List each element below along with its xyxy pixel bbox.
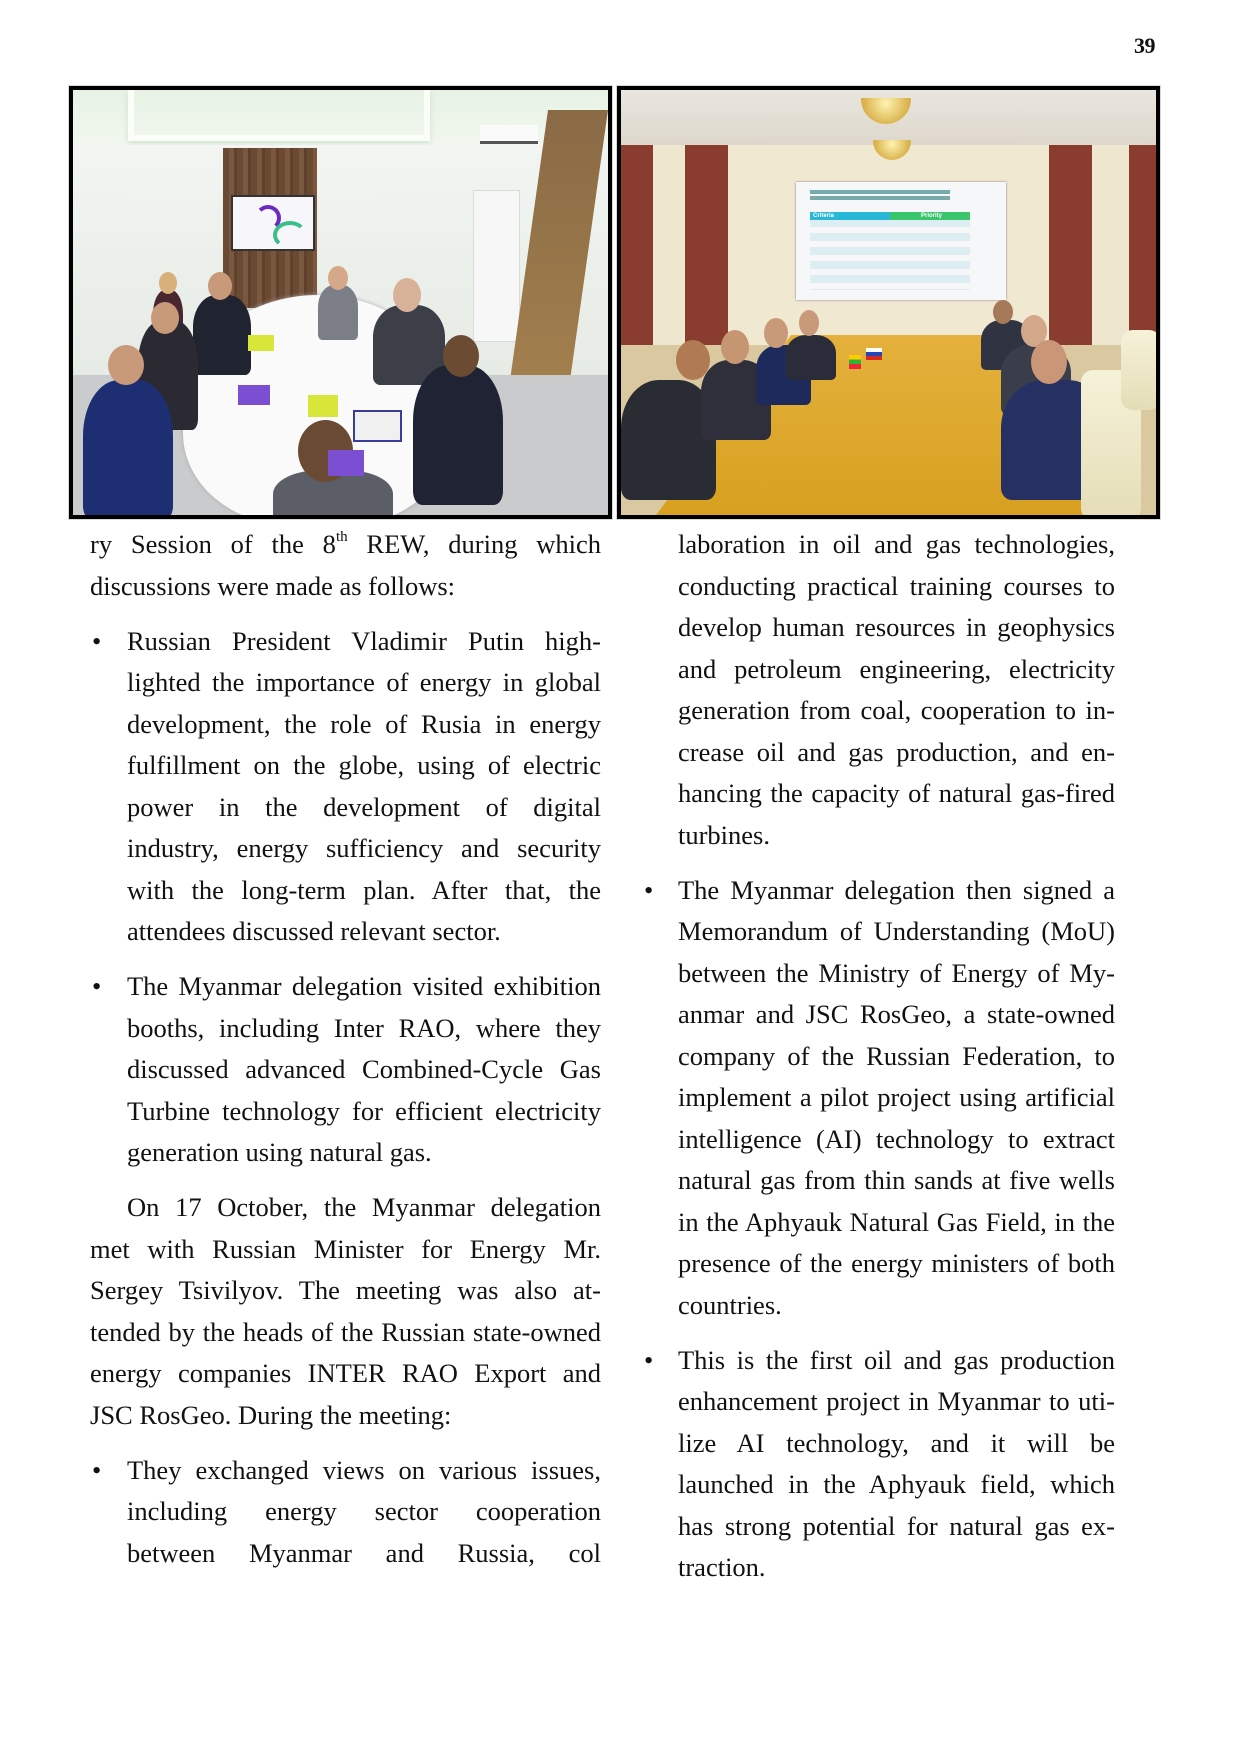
intro-text-cont: REW, during which discussions were made as follows: [90,529,601,601]
slide-header-criteria: Criteria [810,212,890,220]
photo-ceiling-light [128,90,430,141]
photo-booklet [238,385,270,405]
photo-person [318,285,358,340]
photo-person-head [108,345,144,385]
bullet-item [642,870,1115,1327]
photo-person [413,365,503,505]
photo-air-conditioner [480,125,538,144]
photo-person-head [721,330,749,364]
bullet-item [90,966,601,1174]
photo-person-head [328,266,348,290]
meeting-photo-right [617,86,1160,519]
photo-chair [1121,330,1160,410]
logo-arc-green-icon [273,221,307,249]
photo-tv-screen [231,195,315,251]
bullet-icon: • [92,971,102,1001]
slide-table-body [810,220,970,290]
photo-booklet [328,450,364,476]
photo-flag-myanmar [849,355,861,369]
photo-presentation-screen [796,182,1006,300]
photo-person-head [799,310,819,336]
photo-person-head [993,300,1013,324]
photo-person-head [764,318,788,348]
photo-person-head [1031,340,1067,384]
photo-person-head [208,272,232,300]
bullet-text: This is the first oil and gas production enhancement project in Myanmar to utilize AI technology, and it will be launched in the Aphyauk field, which has strong potential for natural gas extraction. [678,1344,1115,1582]
photo-booklet [248,335,274,351]
photo-person [83,380,173,519]
text-column-left [90,524,601,1588]
intro-paragraph [90,524,601,607]
ordinal-suffix: th [335,529,348,545]
bullet-text: They exchanged views on various issues, including energy sector cooperation between Myanmar and Russia, col [127,1454,601,1568]
photo-document [353,410,402,442]
bullet-icon: • [644,874,654,905]
slide-table [810,212,970,290]
text-column-right [642,524,1115,1602]
bullet-icon: • [644,1344,654,1375]
photo-person [193,295,251,375]
slide-header-priority: Priority [890,212,970,220]
photo-person-head [151,302,179,334]
bullet-text: The Myanmar delegation then signed a Memorandum of Understanding (MoU) between the Ministry of Energy of Myanmar and JSC RosGeo, a state-owned company of the Russian Federation, to implement a pilot project using artificial intelligence (AI) technology to extract natural gas from thin sands at five wells in the Aphyauk Natural Gas Field, in the presence of the energy ministers of both countries. [678,874,1115,1320]
photo-door [473,190,520,342]
slide-table-header [810,212,970,220]
photo-person [786,335,836,380]
meeting-paragraph: On 17 October, the Myanmar delegation met with Russian Minister for Energy Mr. Sergey Tsivilyov. The meeting was also attended by the heads of the Russian state-owned energy companies INTER RAO Export and JSC RosGeo. During the meeting: [90,1192,601,1430]
slide-title [810,190,950,194]
photo-person-head [393,278,421,312]
bullet-continuation: laboration in oil and gas technologies, conducting practical training courses to develop human resources in geophysics and petroleum engineering, electricity generation from coal, cooperation to increase oil and gas production, and enhancing the capacity of natural gas-fired turbines. [678,529,1115,850]
bullet-icon: • [92,1454,102,1485]
bullet-item [642,1340,1115,1589]
photo-person-head [443,335,479,377]
meeting-photo-left [69,86,612,519]
bullet-text: The Myanmar delegation visited exhibition booths, including Inter RAO, where they discussed advanced Combined-Cycle Gas Turbine technology for efficient electricity generation using natural gas. [127,971,601,1167]
bullet-item [90,1450,601,1575]
bullet-item [90,621,601,953]
bullet-text: Russian President Vladimir Putin highlighted the importance of energy in global development, the role of Rusia in energy fulfillment on the globe, using of electric power in the development of digital industry, energy sufficiency and security with the long-term plan. After that, the attendees discussed relevant sector. [127,625,601,946]
bullet-icon: • [92,625,102,656]
intro-text: ry Session of the 8 [90,529,336,559]
page-number: 39 [1134,33,1155,58]
photo-person-head [159,272,177,294]
photo-booklet [308,395,338,417]
photo-flag-russia [866,348,882,360]
